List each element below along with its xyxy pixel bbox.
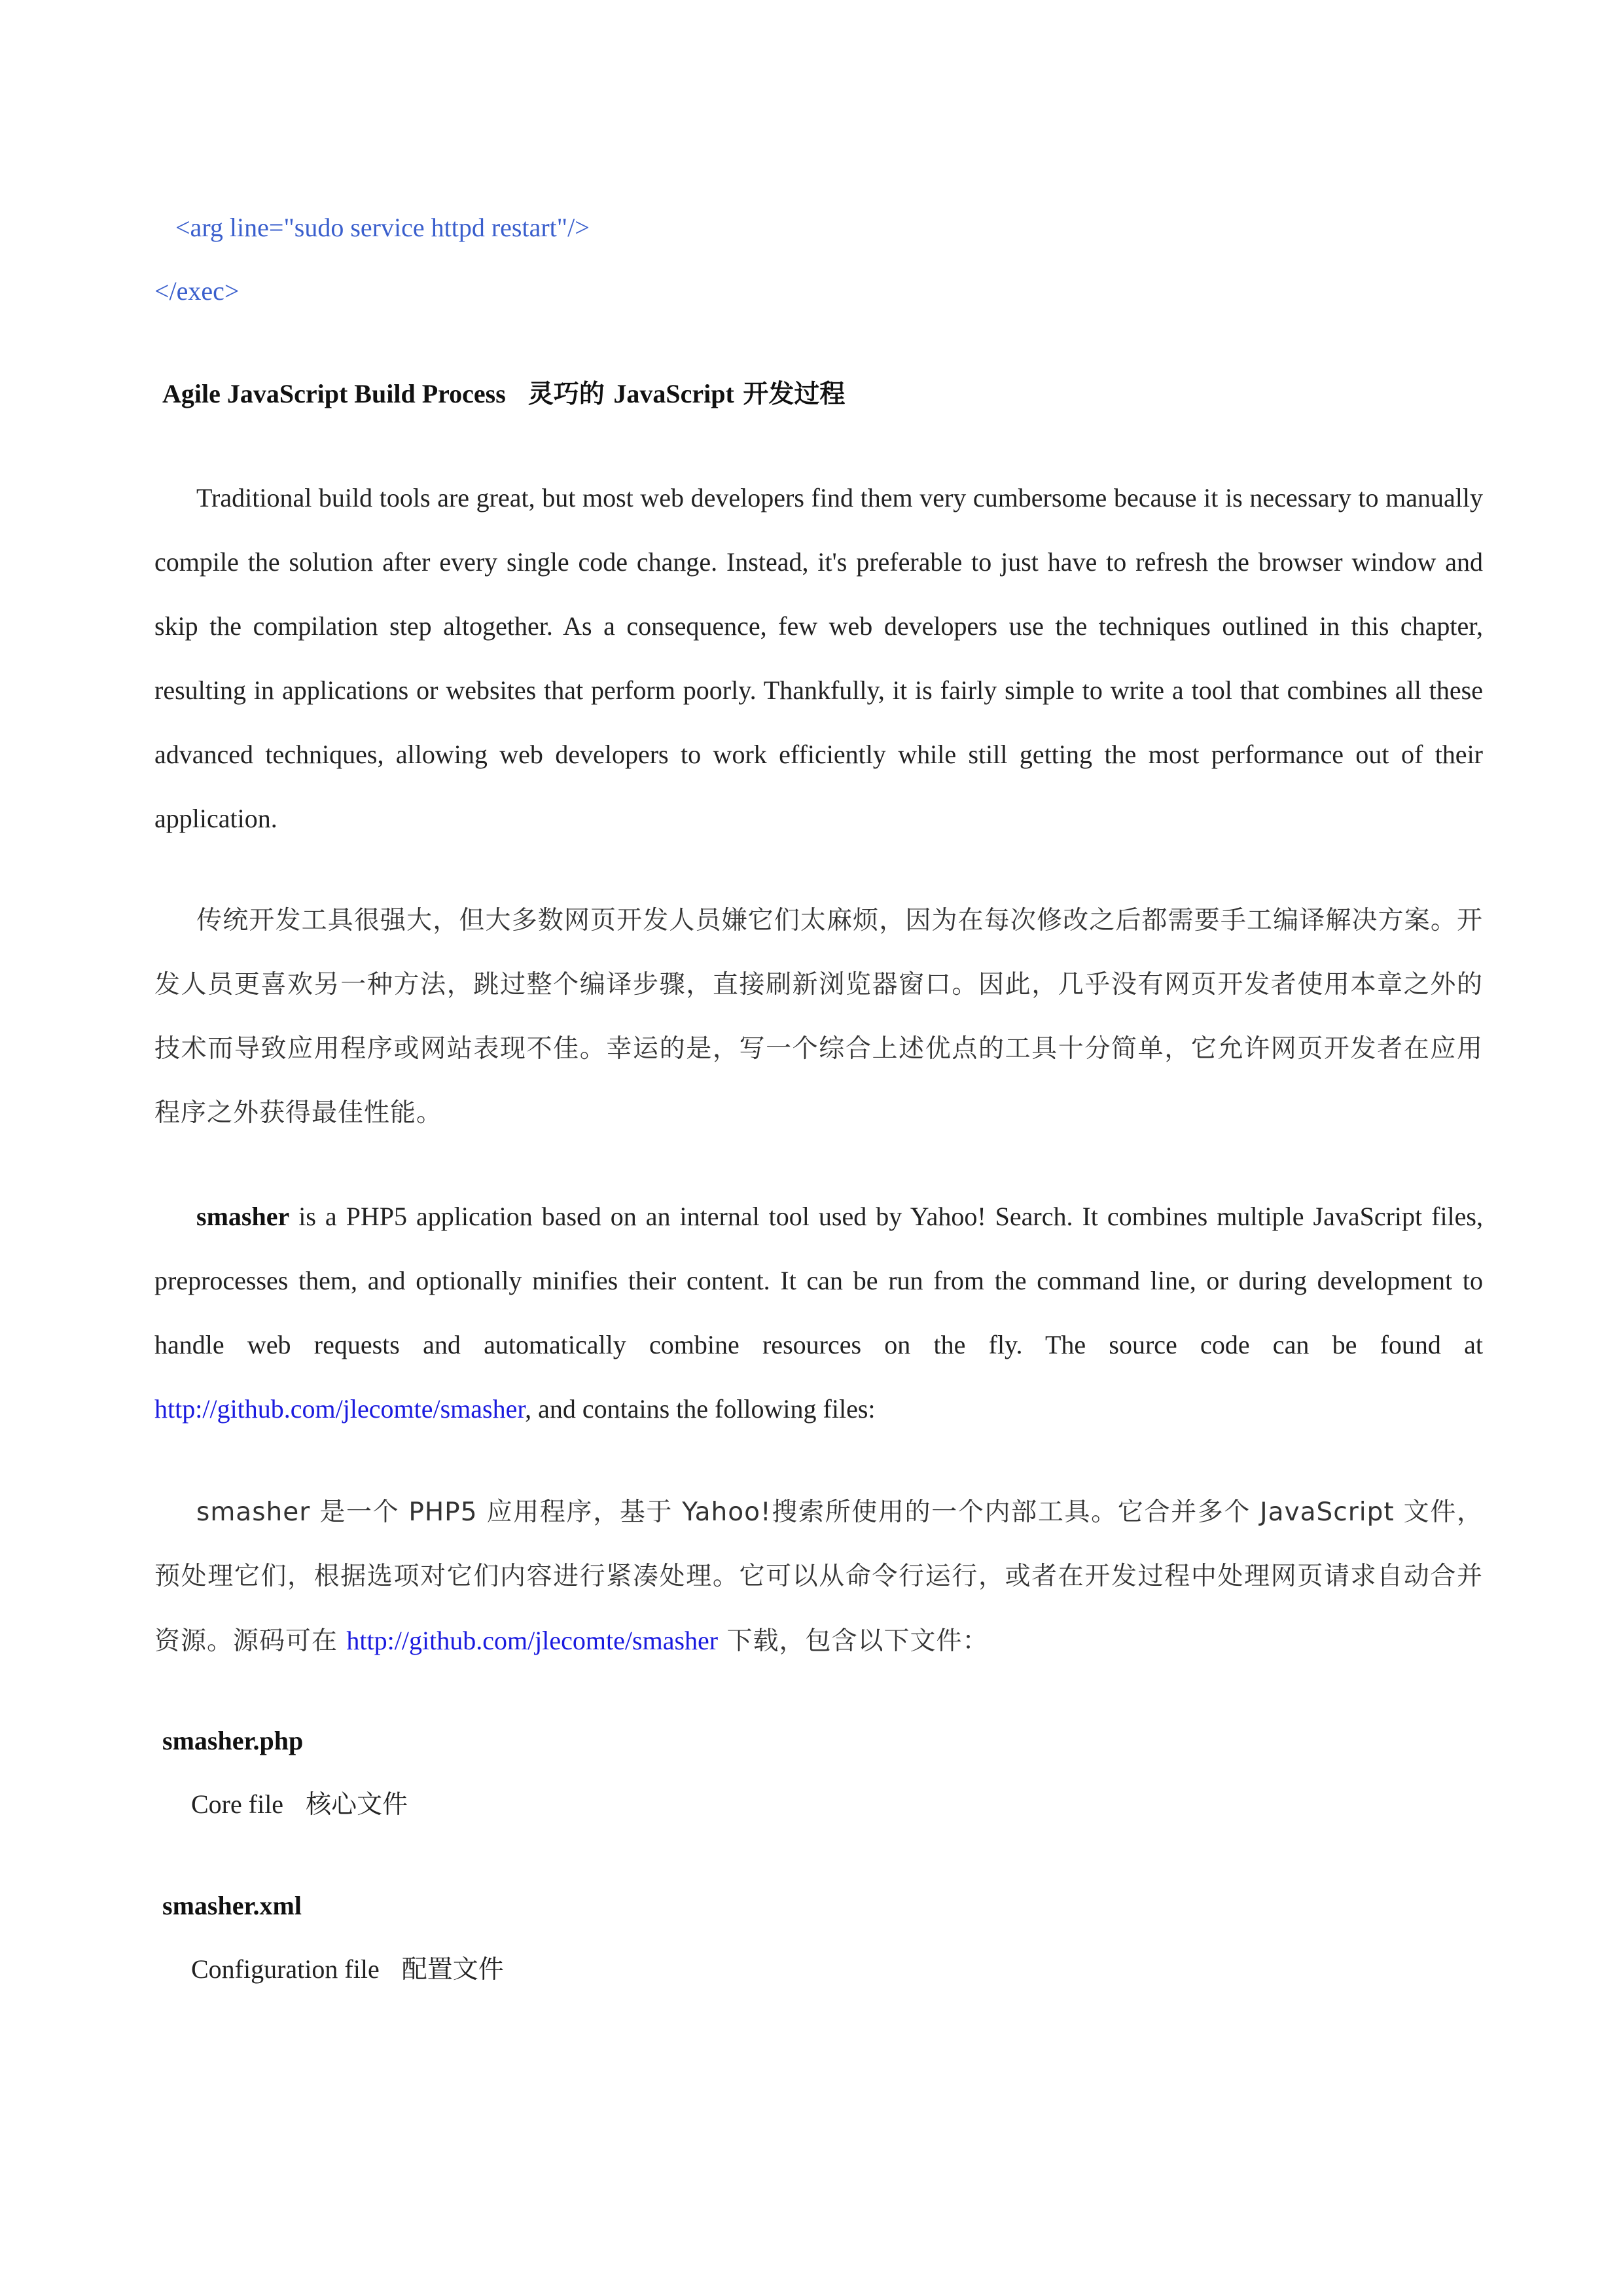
section-heading-en: Agile JavaScript Build Process [162,379,506,408]
file-name-smasher-xml: smasher.xml [162,1891,302,1920]
paragraph-smasher-en [154,1185,1483,1441]
paragraph-smasher-zh [154,1480,1483,1674]
github-link-zh[interactable]: http://github.com/jlecomte/smasher [346,1626,719,1655]
file-desc-smasher-xml [191,1956,504,1982]
paragraph-smasher-zh-tail: 下载，包含以下文件： [718,1626,989,1656]
section-heading-zh-suffix: 开发过程 [734,380,846,409]
section-heading-zh-js: JavaScript [613,379,734,408]
smasher-bold-term: smasher [196,1202,290,1231]
code-exec-close: </exec> [154,276,240,306]
paragraph-intro-zh [154,889,1483,1145]
file-desc-zh: 配置文件 [401,1955,504,1984]
paragraph-smasher-zh-text: smasher 是一个 PHP5 应用程序，基于 Yahoo!搜索所使用的一个内部工具。它合并多个 JavaScript 文件，预处理它们，根据选项对它们内容进行紧凑处理。它可以从命令行运行，或者在开发过程中处理网页请求自动合并资源。源码可在 [154,1498,1483,1656]
paragraph-intro-en [154,466,1483,851]
paragraph-intro-zh-text: 传统开发工具很强大，但大多数网页开发人员嫌它们太麻烦，因为在每次修改之后都需要手工编译解决方案。开发人员更喜欢另一种方法，跳过整个编译步骤，直接刷新浏览器窗口。因此，几乎没有网页开发者使用本章之外的技术而导致应用程序或网站表现不佳。幸运的是，写一个综合上述优点的工具十分简单，它允许网页开发者在应用程序之外获得最佳性能。 [154,906,1483,1128]
section-heading [162,381,845,407]
file-desc-en: Core file [191,1789,284,1819]
file-desc-smasher-php [191,1791,408,1818]
file-name-smasher-php: smasher.php [162,1726,304,1755]
code-arg-line: <arg line="sudo service httpd restart"/> [175,213,590,242]
paragraph-smasher-en-tail: , and contains the following files: [525,1394,876,1424]
github-link-en[interactable]: http://github.com/jlecomte/smasher [154,1394,526,1424]
paragraph-smasher-en-text: is a PHP5 application based on an internal tool used by Yahoo! Search. It combines multiple JavaScript files, preprocesses them, and optionally minifies their content. It can be run from the command line, or during development to handle web requests and automatically combine resources on the fly. The source code can be found at [154,1202,1483,1359]
file-desc-zh: 核心文件 [306,1790,408,1820]
paragraph-intro-en-text: Traditional build tools are great, but most web developers find them very cumbersome because it is necessary to manually compile the solution after every single code change. Instead, it's preferable to just have to refresh the browser window and skip the compilation step altogether. As a consequence, few web developers use the techniques outlined in this chapter, resulting in applications or websites that perform poorly. Thankfully, it is fairly simple to write a tool that combines all these advanced techniques, allowing web developers to work efficiently while still getting the most performance out of their application. [154,483,1483,833]
file-desc-en: Configuration file [191,1954,380,1984]
section-heading-zh-prefix: 灵巧的 [527,380,614,409]
